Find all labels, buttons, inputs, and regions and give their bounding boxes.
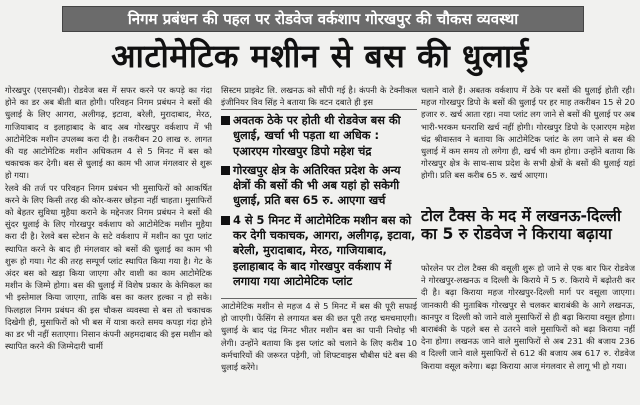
article-paragraph: गोरखपुर (एसएनबी)। रोडवेज बस में सफर करने पर कपड़े का गंदा होने का डर अब बीती बात होगी। परिवहन निगम प्रबंधन ने बसों की धुलाई के लिए आगरा, अलीगढ़, इटावा, बरेली, मुरादाबाद, मेरठ, गाजियाबाद व इलाहाबाद के बाद अब गोरखपुर वर्कशाप में भी आटोमेटिक मशीन उपलब्ध करा दी है। तकरीबन 20 लाख रु. लागत की यह आटोमेटिक मशीन अधिकतम 4 से 5 मिनट में बस को चकाचक कर देगी। बस से धुलाई का काम भी आज मंगलवार से शुरू हो गया।	[5, 85, 212, 181]
square-bullet-icon	[221, 166, 230, 175]
square-bullet-icon	[221, 116, 230, 125]
article-column-2-bottom: आटोमेटिक मशीन से महज 4 से 5 मिनट में बस की पूरी सफाई हो जाएगी। फेंसिंग से लगायत बस की छत पूरी तरह चमचमाएगी। धुलाई के बाद पंद्र मिनट भीतर मशीन बस का पानी निचोड़ भी लेगी। उन्होंने बताया कि इस प्लांट को चलाने के लिए करीब 10 कर्मचारियों की जरूरत पड़ेगी, जो शिफ्टवाइस चौबीस घंटे बस की धुलाई करेंगे।	[221, 301, 417, 373]
square-bullet-icon	[221, 216, 230, 225]
highlight-bullet	[221, 113, 417, 159]
highlight-bullet	[221, 213, 417, 289]
highlight-text: गोरखपुर क्षेत्र के अतिरिक्त प्रदेश के अन्य क्षेत्रों की बसों की भी अब यहां हो सकेगी धुलाई, प्रति बस 65 रु. आएगा खर्च	[233, 162, 401, 208]
highlight-text: अवतक ठेके पर होती थी रोडवेज बस की धुलाई, खर्चा भी पड़ता था अधिक : एआरएम गोरखपुर डिपो महेश चंद्र	[233, 113, 401, 158]
main-headline: आटोमेटिक मशीन से बस की धुलाई	[111, 37, 529, 75]
article-column-1	[5, 84, 212, 400]
article-column-3-top: चलाने वाले हैं। अबतक वर्कशाप में ठेके पर बसों की धुलाई होती रही। महज गोरखपुर डिपो के बसों की धुलाई पर हर माह तकरीबन 15 से 20 हजार रु. खर्च आता रहा। नया प्लांट लग जाने से बसों की धुलाई पर अब भारी-भरकम धनराशि खर्च नहीं होगी। गोरखपुर डिपो के एआरएम महेश चंद्र श्रीवास्तव ने बताया कि आटोमेटिक प्लांट के लग जाने से बस की धुलाई में कम समय तो लगेगा ही, खर्च भी कम होगा। उन्होंने बताया कि गोरखपुर क्षेत्र के साथ-साथ प्रदेश के सभी क्षेत्रों के बसों की धुलाई यहां होगी। प्रति बस करीब 65 रु. खर्च आएगा।	[421, 85, 635, 181]
highlight-bullet	[221, 163, 417, 209]
sub-headline: टोल टैक्स के मद में लखनऊ-दिल्ली का 5 रु रोडवेज ने किराया बढ़ाया	[421, 207, 621, 243]
highlight-box	[221, 109, 417, 299]
article-column-3-bottom: फोरलेन पर टोल टैक्स की वसूली शुरू हो जाने से एक बार फिर रोडवेज ने गोरखपुर-लखनऊ व दिल्ली के किराये में 5 रु. किराये में बढ़ोतरी कर दी है। बढ़ा किराया महज गोरखपुर-दिल्ली मार्ग पर वसूला जाएगा। जानकारी की मुताबिक गोरखपुर से चलकर बाराबंकी के आगे लखनऊ, कानपुर व दिल्ली को जाने वाले मुसाफिरों से ही बढ़ा किराया वसूल होगा। बाराबंकी के पहले बस से उतरने वाले मुसाफिरों को बढ़ा किराया नहीं देना होगा। लखनऊ जाने वाले मुसाफिरों से अब 231 की बजाय 236 व दिल्ली जाने वाले मुसाफिरों से 612 की बजाय अब 617 रु. रोडवेज किराया वसूल करेगा। बढ़ा किराया आज मंगलवार से लागू भी हो गया।	[421, 263, 635, 371]
article-paragraph: रेलवे की तर्ज पर परिवहन निगम प्रबंधन भी मुसाफिरों को आकर्षित करने के लिए किसी तरह की कोर-कसर छोड़ना नहीं चाहता। मुसाफिरों को बेहतर सुविधा मुहैया कराने के मद्देनजर निगम प्रबंधन ने बसों की सुंदर धुलाई के लिए गोरखपुर वर्कशाप को आटोमेटिक मशीन मुहैया करा दी है। रेलवे बस स्टेशन के सटे वर्कशाप में मशीन का पूरा प्लांट स्थापित करने के बाद ही मंगलवार को बसों की धुलाई का काम भी शुरू हो गया। गेट की तरह सम्पूर्ण प्लांट स्थापित किया गया है। गेट के अंदर बस को खड़ा किया जाएगा और वाशी का काम आटोमेटिक मशीन के जिम्मे होगा। बस की धुलाई में विशेष प्रकार के केमिकल का भी इस्तेमाल किया जाएगा, ताकि बस का कलर हल्का न हो सके। फिलहाल निगम प्रबंधन की इस चौकस व्यवस्था से बस तो चकाचक दिखेगी ही, मुसाफिरों को भी बस में यात्रा करते समय कपड़ा गंदा होने का डर भी नहीं सताएगा। निसान कंपनी अहमदाबाद की इस मशीन को स्थापित करने की जिम्मेदारी चार्मी	[5, 182, 212, 352]
article-column-2-top: सिस्टम प्राइवेट लि. लखनऊ को सौंपी गई है। कंपनी के टेक्नीकल इंजीनियर विव सिंह ने बताया कि वटन दबाते ही इस	[221, 85, 417, 108]
highlight-text: 4 से 5 मिनट में आटोमेटिक मशीन बस को कर देगी चकाचक, आगरा, अलीगढ़, इटावा, बरेली, मुरादाबाद, मेरठ, गाजियाबाद, इलाहाबाद के बाद गोरखपुर वर्कशाप में लगाया गया आटोमेटिक प्लांट	[233, 212, 416, 288]
banner-heading: निगम प्रबंधन की पहल पर रोडवेज वर्कशाप गोरखपुर की चौकस व्यवस्था	[62, 6, 584, 32]
